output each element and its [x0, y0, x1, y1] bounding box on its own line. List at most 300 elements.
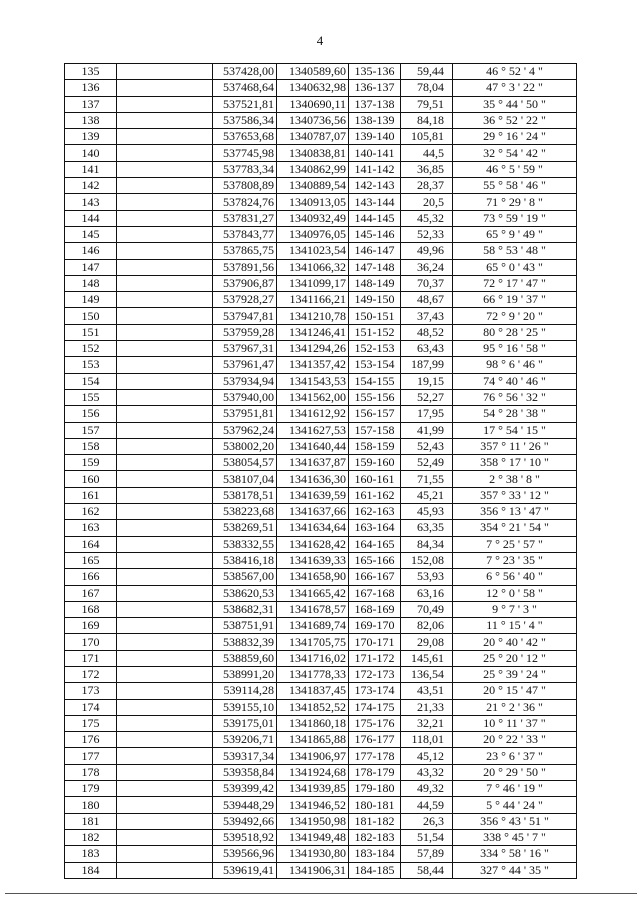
point-number-cell: 183	[65, 846, 117, 862]
y-coordinate-cell: 1341639,59	[277, 487, 349, 503]
table-row	[65, 520, 577, 536]
segment-cell: 171-172	[349, 650, 401, 666]
footer-divider	[5, 893, 637, 894]
y-coordinate-cell: 1341023,54	[277, 243, 349, 259]
table-row	[65, 715, 577, 731]
direction-angle-cell: 25 ° 20 ' 12 "	[453, 650, 577, 666]
segment-cell: 149-150	[349, 292, 401, 308]
x-coordinate-cell: 537521,81	[213, 96, 277, 112]
blank-cell	[117, 455, 213, 471]
direction-angle-cell: 6 ° 56 ' 40 "	[453, 569, 577, 585]
x-coordinate-cell: 537865,75	[213, 243, 277, 259]
segment-cell: 173-174	[349, 683, 401, 699]
x-coordinate-cell: 539448,29	[213, 797, 277, 813]
length-cell: 59,44	[401, 64, 453, 80]
segment-cell: 169-170	[349, 618, 401, 634]
blank-cell	[117, 601, 213, 617]
length-cell: 45,93	[401, 504, 453, 520]
table-row	[65, 797, 577, 813]
y-coordinate-cell: 1340913,05	[277, 194, 349, 210]
y-coordinate-cell: 1341778,33	[277, 666, 349, 682]
direction-angle-cell: 72 ° 9 ' 20 "	[453, 308, 577, 324]
blank-cell	[117, 781, 213, 797]
table-row	[65, 504, 577, 520]
length-cell: 136,54	[401, 666, 453, 682]
table-row	[65, 846, 577, 862]
table-row	[65, 862, 577, 878]
point-number-cell: 172	[65, 666, 117, 682]
x-coordinate-cell: 539518,92	[213, 829, 277, 845]
y-coordinate-cell: 1341950,98	[277, 813, 349, 829]
y-coordinate-cell: 1341637,66	[277, 504, 349, 520]
y-coordinate-cell: 1341705,75	[277, 634, 349, 650]
length-cell: 48,52	[401, 324, 453, 340]
table-row	[65, 618, 577, 634]
y-coordinate-cell: 1340589,60	[277, 64, 349, 80]
length-cell: 63,43	[401, 341, 453, 357]
y-coordinate-cell: 1341678,57	[277, 601, 349, 617]
direction-angle-cell: 338 ° 45 ' 7 "	[453, 829, 577, 845]
x-coordinate-cell: 539566,96	[213, 846, 277, 862]
table-row	[65, 683, 577, 699]
table-row	[65, 275, 577, 291]
point-number-cell: 135	[65, 64, 117, 80]
direction-angle-cell: 47 ° 3 ' 22 "	[453, 80, 577, 96]
y-coordinate-cell: 1341906,31	[277, 862, 349, 878]
y-coordinate-cell: 1341658,90	[277, 569, 349, 585]
direction-angle-cell: 23 ° 6 ' 37 "	[453, 748, 577, 764]
y-coordinate-cell: 1341634,64	[277, 520, 349, 536]
x-coordinate-cell: 538054,57	[213, 455, 277, 471]
x-coordinate-cell: 537951,81	[213, 406, 277, 422]
blank-cell	[117, 634, 213, 650]
blank-cell	[117, 243, 213, 259]
direction-angle-cell: 334 ° 58 ' 16 "	[453, 846, 577, 862]
blank-cell	[117, 357, 213, 373]
segment-cell: 135-136	[349, 64, 401, 80]
table-row	[65, 455, 577, 471]
blank-cell	[117, 438, 213, 454]
blank-cell	[117, 275, 213, 291]
length-cell: 78,04	[401, 80, 453, 96]
direction-angle-cell: 74 ° 40 ' 46 "	[453, 373, 577, 389]
segment-cell: 161-162	[349, 487, 401, 503]
point-number-cell: 180	[65, 797, 117, 813]
direction-angle-cell: 20 ° 22 ' 33 "	[453, 732, 577, 748]
y-coordinate-cell: 1341099,17	[277, 275, 349, 291]
direction-angle-cell: 29 ° 16 ' 24 "	[453, 129, 577, 145]
y-coordinate-cell: 1341636,30	[277, 471, 349, 487]
y-coordinate-cell: 1341357,42	[277, 357, 349, 373]
table-row	[65, 161, 577, 177]
table-row	[65, 112, 577, 128]
direction-angle-cell: 46 ° 52 ' 4 "	[453, 64, 577, 80]
length-cell: 43,32	[401, 764, 453, 780]
x-coordinate-cell: 537940,00	[213, 389, 277, 405]
table-row	[65, 308, 577, 324]
point-number-cell: 178	[65, 764, 117, 780]
point-number-cell: 149	[65, 292, 117, 308]
length-cell: 21,33	[401, 699, 453, 715]
direction-angle-cell: 357 ° 33 ' 12 "	[453, 487, 577, 503]
point-number-cell: 160	[65, 471, 117, 487]
direction-angle-cell: 7 ° 46 ' 19 "	[453, 781, 577, 797]
length-cell: 63,35	[401, 520, 453, 536]
x-coordinate-cell: 537928,27	[213, 292, 277, 308]
direction-angle-cell: 20 ° 40 ' 42 "	[453, 634, 577, 650]
y-coordinate-cell: 1341930,80	[277, 846, 349, 862]
page-number: 4	[316, 33, 324, 48]
x-coordinate-cell: 538107,04	[213, 471, 277, 487]
table-row	[65, 732, 577, 748]
table-row	[65, 764, 577, 780]
direction-angle-cell: 358 ° 17 ' 10 "	[453, 455, 577, 471]
direction-angle-cell: 20 ° 15 ' 47 "	[453, 683, 577, 699]
length-cell: 82,06	[401, 618, 453, 634]
blank-cell	[117, 178, 213, 194]
direction-angle-cell: 73 ° 59 ' 19 "	[453, 210, 577, 226]
segment-cell: 170-171	[349, 634, 401, 650]
table-row	[65, 324, 577, 340]
segment-cell: 162-163	[349, 504, 401, 520]
segment-cell: 163-164	[349, 520, 401, 536]
point-number-cell: 141	[65, 161, 117, 177]
blank-cell	[117, 161, 213, 177]
table-row	[65, 422, 577, 438]
blank-cell	[117, 764, 213, 780]
segment-cell: 178-179	[349, 764, 401, 780]
blank-cell	[117, 226, 213, 242]
x-coordinate-cell: 537653,68	[213, 129, 277, 145]
y-coordinate-cell: 1340838,81	[277, 145, 349, 161]
table-row	[65, 829, 577, 845]
x-coordinate-cell: 539155,10	[213, 699, 277, 715]
segment-cell: 144-145	[349, 210, 401, 226]
table-row	[65, 292, 577, 308]
direction-angle-cell: 327 ° 44 ' 35 "	[453, 862, 577, 878]
direction-angle-cell: 25 ° 39 ' 24 "	[453, 666, 577, 682]
segment-cell: 145-146	[349, 226, 401, 242]
segment-cell: 142-143	[349, 178, 401, 194]
point-number-cell: 138	[65, 112, 117, 128]
length-cell: 70,49	[401, 601, 453, 617]
x-coordinate-cell: 539399,42	[213, 781, 277, 797]
segment-cell: 175-176	[349, 715, 401, 731]
segment-cell: 172-173	[349, 666, 401, 682]
length-cell: 17,95	[401, 406, 453, 422]
blank-cell	[117, 650, 213, 666]
point-number-cell: 156	[65, 406, 117, 422]
point-number-cell: 155	[65, 389, 117, 405]
blank-cell	[117, 129, 213, 145]
point-number-cell: 144	[65, 210, 117, 226]
x-coordinate-cell: 538223,68	[213, 504, 277, 520]
y-coordinate-cell: 1341628,42	[277, 536, 349, 552]
length-cell: 145,61	[401, 650, 453, 666]
direction-angle-cell: 11 ° 15 ' 4 "	[453, 618, 577, 634]
y-coordinate-cell: 1340736,56	[277, 112, 349, 128]
segment-cell: 148-149	[349, 275, 401, 291]
direction-angle-cell: 36 ° 52 ' 22 "	[453, 112, 577, 128]
length-cell: 84,34	[401, 536, 453, 552]
x-coordinate-cell: 538416,18	[213, 552, 277, 568]
x-coordinate-cell: 539492,66	[213, 813, 277, 829]
x-coordinate-cell: 537745,98	[213, 145, 277, 161]
segment-cell: 166-167	[349, 569, 401, 585]
table-row	[65, 487, 577, 503]
blank-cell	[117, 618, 213, 634]
x-coordinate-cell: 537959,28	[213, 324, 277, 340]
point-number-cell: 175	[65, 715, 117, 731]
y-coordinate-cell: 1341294,26	[277, 341, 349, 357]
direction-angle-cell: 357 ° 11 ' 26 "	[453, 438, 577, 454]
point-number-cell: 166	[65, 569, 117, 585]
segment-cell: 183-184	[349, 846, 401, 862]
point-number-cell: 148	[65, 275, 117, 291]
length-cell: 45,21	[401, 487, 453, 503]
table-row	[65, 210, 577, 226]
table-row	[65, 471, 577, 487]
blank-cell	[117, 813, 213, 829]
table-row	[65, 601, 577, 617]
direction-angle-cell: 35 ° 44 ' 50 "	[453, 96, 577, 112]
x-coordinate-cell: 537428,00	[213, 64, 277, 80]
segment-cell: 184-185	[349, 862, 401, 878]
blank-cell	[117, 683, 213, 699]
blank-cell	[117, 341, 213, 357]
point-number-cell: 164	[65, 536, 117, 552]
length-cell: 187,99	[401, 357, 453, 373]
y-coordinate-cell: 1341640,44	[277, 438, 349, 454]
length-cell: 70,37	[401, 275, 453, 291]
length-cell: 44,5	[401, 145, 453, 161]
blank-cell	[117, 520, 213, 536]
segment-cell: 153-154	[349, 357, 401, 373]
blank-cell	[117, 487, 213, 503]
point-number-cell: 163	[65, 520, 117, 536]
x-coordinate-cell: 539619,41	[213, 862, 277, 878]
length-cell: 71,55	[401, 471, 453, 487]
length-cell: 43,51	[401, 683, 453, 699]
direction-angle-cell: 356 ° 13 ' 47 "	[453, 504, 577, 520]
table-row	[65, 341, 577, 357]
point-number-cell: 136	[65, 80, 117, 96]
x-coordinate-cell: 538567,00	[213, 569, 277, 585]
point-number-cell: 147	[65, 259, 117, 275]
segment-cell: 138-139	[349, 112, 401, 128]
direction-angle-cell: 17 ° 54 ' 15 "	[453, 422, 577, 438]
direction-angle-cell: 7 ° 25 ' 57 "	[453, 536, 577, 552]
point-number-cell: 157	[65, 422, 117, 438]
point-number-cell: 182	[65, 829, 117, 845]
blank-cell	[117, 324, 213, 340]
length-cell: 28,37	[401, 178, 453, 194]
x-coordinate-cell: 539317,34	[213, 748, 277, 764]
length-cell: 105,81	[401, 129, 453, 145]
length-cell: 52,43	[401, 438, 453, 454]
blank-cell	[117, 64, 213, 80]
x-coordinate-cell: 538682,31	[213, 601, 277, 617]
length-cell: 79,51	[401, 96, 453, 112]
segment-cell: 156-157	[349, 406, 401, 422]
x-coordinate-cell: 537891,56	[213, 259, 277, 275]
table-row	[65, 389, 577, 405]
length-cell: 45,12	[401, 748, 453, 764]
point-number-cell: 139	[65, 129, 117, 145]
blank-cell	[117, 536, 213, 552]
length-cell: 52,33	[401, 226, 453, 242]
direction-angle-cell: 66 ° 19 ' 37 "	[453, 292, 577, 308]
x-coordinate-cell: 537468,64	[213, 80, 277, 96]
x-coordinate-cell: 538178,51	[213, 487, 277, 503]
table-row	[65, 406, 577, 422]
length-cell: 49,96	[401, 243, 453, 259]
length-cell: 36,24	[401, 259, 453, 275]
length-cell: 20,5	[401, 194, 453, 210]
segment-cell: 143-144	[349, 194, 401, 210]
segment-cell: 159-160	[349, 455, 401, 471]
y-coordinate-cell: 1341949,48	[277, 829, 349, 845]
direction-angle-cell: 65 ° 9 ' 49 "	[453, 226, 577, 242]
blank-cell	[117, 194, 213, 210]
y-coordinate-cell: 1341665,42	[277, 585, 349, 601]
blank-cell	[117, 862, 213, 878]
point-number-cell: 150	[65, 308, 117, 324]
blank-cell	[117, 699, 213, 715]
length-cell: 41,99	[401, 422, 453, 438]
y-coordinate-cell: 1341716,02	[277, 650, 349, 666]
blank-cell	[117, 552, 213, 568]
y-coordinate-cell: 1340976,05	[277, 226, 349, 242]
y-coordinate-cell: 1341246,41	[277, 324, 349, 340]
y-coordinate-cell: 1340632,98	[277, 80, 349, 96]
direction-angle-cell: 20 ° 29 ' 50 "	[453, 764, 577, 780]
y-coordinate-cell: 1341637,87	[277, 455, 349, 471]
point-number-cell: 151	[65, 324, 117, 340]
y-coordinate-cell: 1341166,21	[277, 292, 349, 308]
blank-cell	[117, 829, 213, 845]
point-number-cell: 170	[65, 634, 117, 650]
segment-cell: 154-155	[349, 373, 401, 389]
table-row	[65, 243, 577, 259]
direction-angle-cell: 98 ° 6 ' 46 "	[453, 357, 577, 373]
length-cell: 48,67	[401, 292, 453, 308]
point-number-cell: 142	[65, 178, 117, 194]
segment-cell: 157-158	[349, 422, 401, 438]
x-coordinate-cell: 537831,27	[213, 210, 277, 226]
point-number-cell: 167	[65, 585, 117, 601]
y-coordinate-cell: 1341860,18	[277, 715, 349, 731]
table-row	[65, 373, 577, 389]
table-row	[65, 781, 577, 797]
segment-cell: 179-180	[349, 781, 401, 797]
direction-angle-cell: 76 ° 56 ' 32 "	[453, 389, 577, 405]
direction-angle-cell: 21 ° 2 ' 36 "	[453, 699, 577, 715]
x-coordinate-cell: 537808,89	[213, 178, 277, 194]
blank-cell	[117, 112, 213, 128]
x-coordinate-cell: 538002,20	[213, 438, 277, 454]
direction-angle-cell: 9 ° 7 ' 3 "	[453, 601, 577, 617]
length-cell: 19,15	[401, 373, 453, 389]
x-coordinate-cell: 537843,77	[213, 226, 277, 242]
point-number-cell: 179	[65, 781, 117, 797]
direction-angle-cell: 356 ° 43 ' 51 "	[453, 813, 577, 829]
table-row	[65, 178, 577, 194]
table-row	[65, 438, 577, 454]
segment-cell: 136-137	[349, 80, 401, 96]
length-cell: 44,59	[401, 797, 453, 813]
direction-angle-cell: 55 ° 58 ' 46 "	[453, 178, 577, 194]
x-coordinate-cell: 537906,87	[213, 275, 277, 291]
blank-cell	[117, 259, 213, 275]
blank-cell	[117, 389, 213, 405]
table-row	[65, 145, 577, 161]
direction-angle-cell: 2 ° 38 ' 8 "	[453, 471, 577, 487]
direction-angle-cell: 72 ° 17 ' 47 "	[453, 275, 577, 291]
blank-cell	[117, 292, 213, 308]
point-number-cell: 162	[65, 504, 117, 520]
blank-cell	[117, 666, 213, 682]
blank-cell	[117, 797, 213, 813]
y-coordinate-cell: 1341210,78	[277, 308, 349, 324]
y-coordinate-cell: 1341939,85	[277, 781, 349, 797]
point-number-cell: 169	[65, 618, 117, 634]
blank-cell	[117, 569, 213, 585]
length-cell: 29,08	[401, 634, 453, 650]
point-number-cell: 171	[65, 650, 117, 666]
point-number-cell: 165	[65, 552, 117, 568]
y-coordinate-cell: 1340889,54	[277, 178, 349, 194]
y-coordinate-cell: 1341924,68	[277, 764, 349, 780]
length-cell: 84,18	[401, 112, 453, 128]
x-coordinate-cell: 537934,94	[213, 373, 277, 389]
table-row	[65, 699, 577, 715]
point-number-cell: 174	[65, 699, 117, 715]
point-number-cell: 145	[65, 226, 117, 242]
y-coordinate-cell: 1341946,52	[277, 797, 349, 813]
y-coordinate-cell: 1341543,53	[277, 373, 349, 389]
y-coordinate-cell: 1341837,45	[277, 683, 349, 699]
segment-cell: 137-138	[349, 96, 401, 112]
segment-cell: 167-168	[349, 585, 401, 601]
direction-angle-cell: 71 ° 29 ' 8 "	[453, 194, 577, 210]
x-coordinate-cell: 538269,51	[213, 520, 277, 536]
length-cell: 36,85	[401, 161, 453, 177]
blank-cell	[117, 308, 213, 324]
point-number-cell: 184	[65, 862, 117, 878]
direction-angle-cell: 80 ° 28 ' 25 "	[453, 324, 577, 340]
x-coordinate-cell: 538832,39	[213, 634, 277, 650]
blank-cell	[117, 422, 213, 438]
y-coordinate-cell: 1340932,49	[277, 210, 349, 226]
y-coordinate-cell: 1341865,88	[277, 732, 349, 748]
x-coordinate-cell: 537962,24	[213, 422, 277, 438]
y-coordinate-cell: 1341612,92	[277, 406, 349, 422]
y-coordinate-cell: 1341562,00	[277, 389, 349, 405]
point-number-cell: 143	[65, 194, 117, 210]
point-number-cell: 152	[65, 341, 117, 357]
table-row	[65, 634, 577, 650]
segment-cell: 168-169	[349, 601, 401, 617]
table-row	[65, 569, 577, 585]
y-coordinate-cell: 1340787,07	[277, 129, 349, 145]
point-number-cell: 159	[65, 455, 117, 471]
blank-cell	[117, 585, 213, 601]
direction-angle-cell: 32 ° 54 ' 42 "	[453, 145, 577, 161]
segment-cell: 182-183	[349, 829, 401, 845]
blank-cell	[117, 846, 213, 862]
blank-cell	[117, 748, 213, 764]
